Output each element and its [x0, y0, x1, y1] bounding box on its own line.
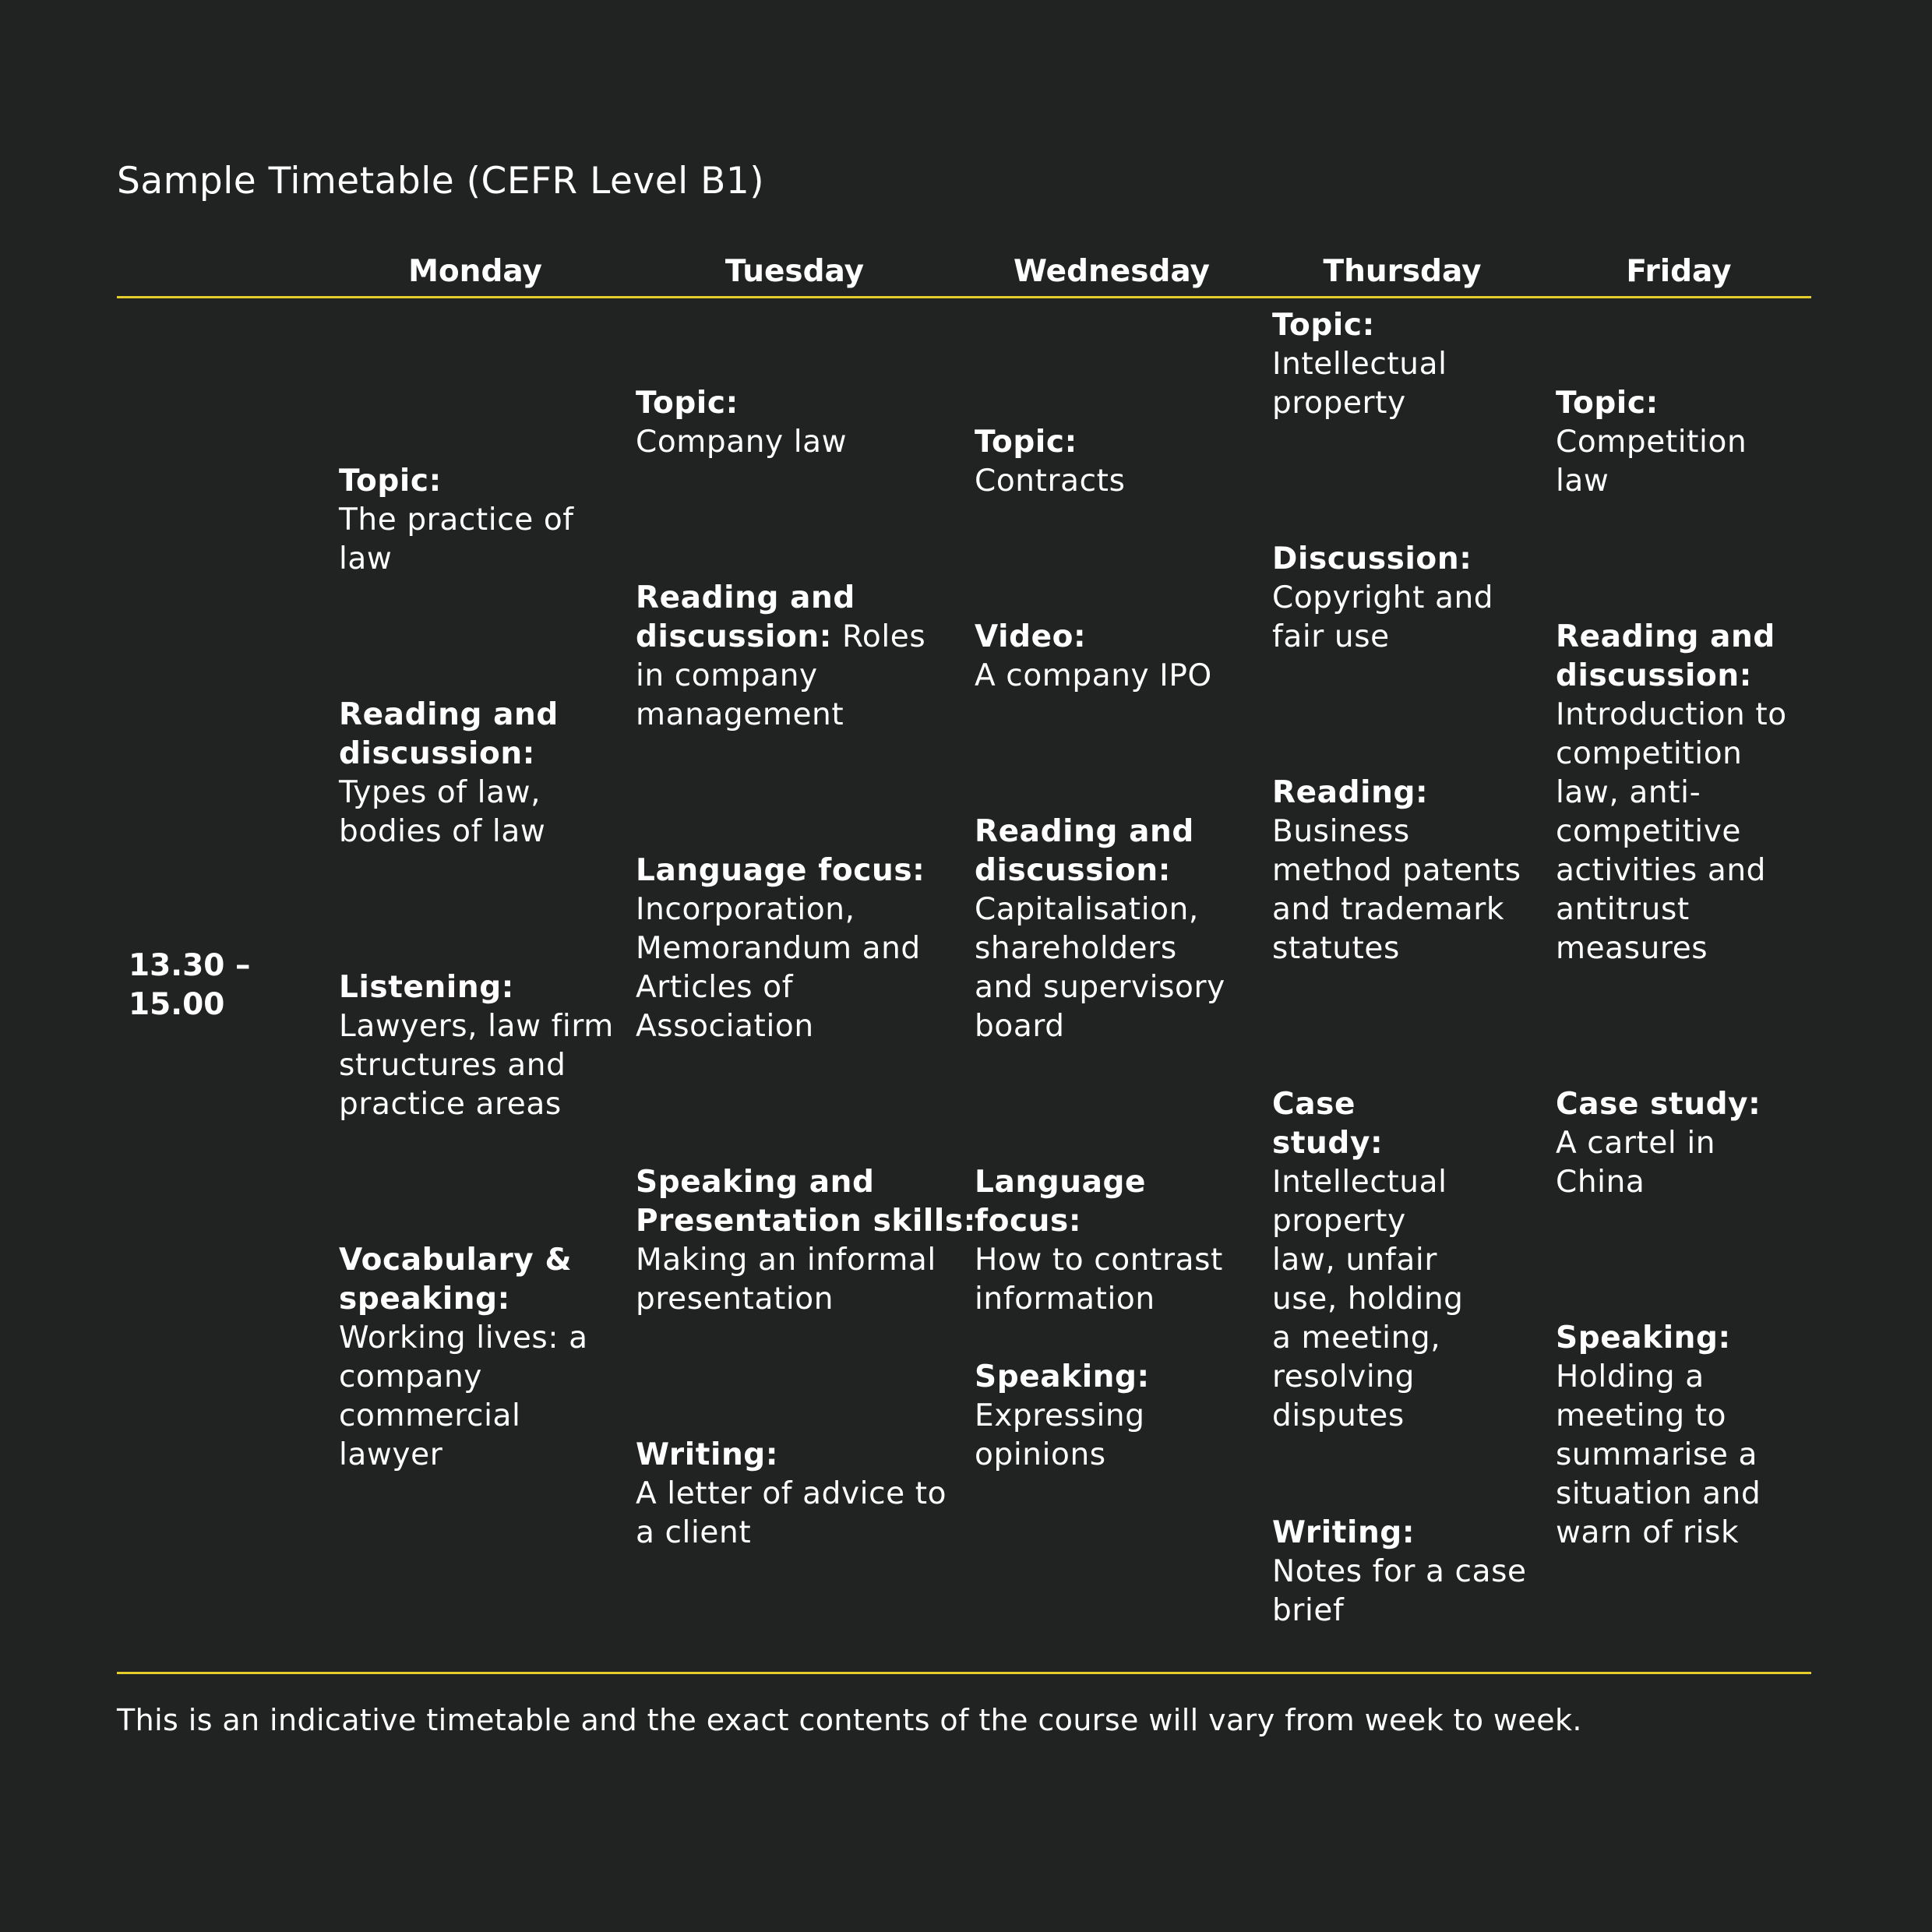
session-text: Notes for a case brief	[1272, 1554, 1527, 1628]
footnote: This is an indicative timetable and the exact contents of the course will vary from week to week.	[117, 1703, 1582, 1737]
session-text: Copyright and fair use	[1272, 580, 1494, 654]
session-label: Reading:	[1272, 775, 1429, 810]
session-block	[975, 423, 1247, 501]
session-block	[1272, 1085, 1475, 1436]
header-divider	[117, 296, 1811, 298]
session-label: Writing:	[636, 1437, 779, 1472]
session-label: Speaking:	[1556, 1320, 1731, 1356]
session-label: Discussion:	[1272, 541, 1472, 576]
session-block	[1272, 306, 1506, 423]
session-label: Reading and discussion:	[339, 697, 559, 771]
session-label: Language focus:	[636, 853, 925, 888]
session-label: Case study:	[1556, 1087, 1761, 1122]
session-label: Vocabulary & speaking:	[339, 1243, 573, 1317]
session-text: Intellectual property law, unfair use, holding a meeting, resolving disputes	[1272, 1165, 1464, 1433]
session-text: Making an informal presentation	[636, 1243, 936, 1317]
session-block	[1272, 540, 1529, 657]
session-text: The practice of law	[339, 502, 574, 576]
session-block	[636, 1163, 978, 1319]
session-block	[636, 384, 963, 462]
session-block	[975, 1358, 1239, 1475]
session-label: Topic:	[975, 425, 1077, 460]
time-slot: 13.30 – 15.00	[129, 948, 251, 1022]
session-block	[1272, 1514, 1537, 1631]
session-block	[1556, 384, 1782, 501]
session-block	[1556, 618, 1805, 968]
session-label: Reading and discussion:	[1556, 619, 1775, 693]
session-block	[636, 1436, 963, 1553]
session-text: Introduction to competition law, anti-competitive activities and antitrust measures	[1556, 697, 1787, 966]
session-text: Company law	[636, 425, 848, 460]
session-label: Speaking and Presentation skills:	[636, 1165, 976, 1239]
session-text: Working lives: a company commercial lawyer	[339, 1320, 588, 1472]
footer-divider	[117, 1672, 1811, 1674]
session-block	[1272, 774, 1537, 968]
session-block	[636, 851, 947, 1046]
session-text: A company IPO	[975, 658, 1212, 693]
session-label: Reading and discussion:	[636, 580, 855, 654]
session-block	[975, 813, 1239, 1046]
session-label: Listening:	[339, 970, 514, 1005]
session-label: Topic:	[339, 464, 442, 499]
session-block	[339, 968, 619, 1124]
page-title: Sample Timetable (CEFR Level B1)	[117, 160, 765, 203]
session-text: Expressing opinions	[975, 1398, 1145, 1472]
session-text: A cartel in China	[1556, 1126, 1716, 1200]
session-label: Topic:	[636, 386, 739, 421]
day-header-monday: Monday	[408, 254, 542, 289]
session-text: Capitalisation, shareholders and supervisory board	[975, 892, 1225, 1044]
session-label: Reading and discussion:	[975, 814, 1194, 888]
session-label: Topic:	[1556, 386, 1659, 421]
session-block	[636, 579, 936, 735]
session-block	[975, 1163, 1263, 1319]
session-block	[975, 618, 1247, 696]
session-block	[339, 1241, 596, 1475]
session-label: Writing:	[1272, 1515, 1416, 1550]
session-text: Intellectual property	[1272, 347, 1447, 421]
day-header-tuesday: Tuesday	[724, 254, 865, 289]
session-text: Incorporation, Memorandum and Articles of Association	[636, 892, 921, 1044]
session-text: Roles in company management	[636, 619, 926, 732]
day-header-friday: Friday	[1626, 254, 1732, 289]
session-text: How to contrast information	[975, 1243, 1223, 1317]
session-text: Types of law, bodies of law	[339, 775, 546, 849]
session-block	[339, 462, 619, 579]
session-block	[1556, 1319, 1789, 1553]
session-label: Speaking:	[975, 1359, 1150, 1394]
day-header-thursday: Thursday	[1323, 254, 1482, 289]
session-text: Lawyers, law firm structures and practice areas	[339, 1009, 614, 1122]
session-text: A letter of advice to a client	[636, 1476, 947, 1550]
session-text: Holding a meeting to summarise a situation and warn of risk	[1556, 1359, 1761, 1550]
session-label: Language focus:	[975, 1165, 1147, 1239]
session-block	[339, 696, 604, 851]
session-label: Case study:	[1272, 1087, 1384, 1161]
session-text: Business method patents and trademark statutes	[1272, 814, 1521, 966]
session-block	[1556, 1085, 1782, 1202]
session-text: Competition law	[1556, 425, 1747, 499]
session-label: Topic:	[1272, 308, 1375, 343]
session-label: Video:	[975, 619, 1087, 654]
session-text: Contracts	[975, 464, 1126, 499]
day-header-wednesday: Wednesday	[1014, 254, 1210, 289]
